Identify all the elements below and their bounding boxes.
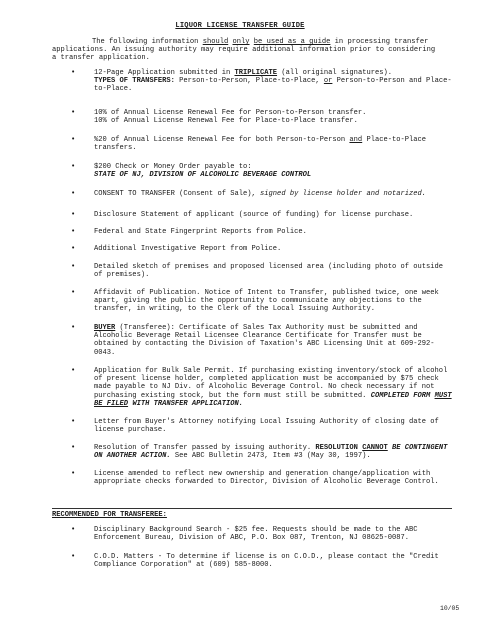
- list-item-text: [94, 69, 454, 94]
- bullet-icon: •: [71, 69, 76, 77]
- bullet-icon: •: [71, 211, 76, 219]
- bullet-icon: •: [71, 324, 76, 332]
- intro-paragraph: [52, 38, 442, 63]
- bullet-icon: •: [71, 367, 76, 375]
- list-item-text: [94, 136, 454, 152]
- document-title: LIQUOR LICENSE TRANSFER GUIDE: [175, 22, 305, 30]
- text: %20 of Annual License Renewal Fee for both Person-to-Person: [94, 136, 350, 144]
- list-item-text: [94, 367, 454, 408]
- text: (all original signatures).: [277, 69, 392, 77]
- bullet-icon: •: [71, 228, 76, 236]
- text-buyer: BUYER: [94, 324, 116, 332]
- intro-should: should: [202, 38, 229, 46]
- text-completed: COMPLETED FORM: [370, 391, 435, 400]
- list-item-text: Disciplinary Background Search - $25 fee. Requests should be made to the ABC Enforcement Bureau, Division of ABC, P.O. Box 087, Trenton, NJ 08625-0087.: [94, 526, 418, 543]
- bullet-icon: •: [71, 444, 76, 452]
- list-item-text: License amended to reflect new ownership and generation change/application with appropriate checks forwarded to Director, Division of Alcoholic Beverage Control.: [94, 470, 439, 487]
- section-heading: RECOMMENDED FOR TRANSFEREE:: [52, 511, 167, 519]
- text: $200 Check or Money Order payable to:: [94, 163, 252, 171]
- bullet-icon: •: [71, 526, 76, 534]
- bullet-icon: •: [71, 263, 76, 271]
- text-or: or: [323, 77, 333, 86]
- bullet-icon: •: [71, 553, 76, 561]
- bullet-icon: •: [71, 245, 76, 253]
- list-item-text: C.O.D. Matters - To determine if license is on C.O.D., please contact the "Credit Compliance Corporation" at (609) 585-8000.: [94, 553, 439, 570]
- text-types: TYPES OF TRANSFERS:: [94, 77, 175, 86]
- bullet-icon: •: [71, 190, 76, 198]
- text: 12-Page Application submitted in: [94, 69, 235, 77]
- text-triplicate: TRIPLICATE: [234, 69, 278, 77]
- list-item-text: [94, 109, 454, 125]
- text: Place-to-Place transfers.: [94, 136, 427, 153]
- bullet-icon: •: [71, 470, 76, 478]
- text-with-transfer: WITH TRANSFER APPLICATION.: [128, 399, 243, 408]
- list-item-text: Detailed sketch of premises and proposed licensed area (including photo of outside of premises).: [94, 263, 444, 280]
- list-item-text: [94, 324, 454, 357]
- text-resolution: RESOLUTION: [315, 444, 363, 452]
- bullet-icon: •: [71, 163, 76, 171]
- text-must-be-filed: MUST BE FILED: [94, 391, 452, 408]
- text-signed: signed by license holder and notarized.: [260, 190, 427, 198]
- list-item-text: [94, 444, 454, 460]
- text-and: and: [349, 136, 363, 144]
- bullet-icon: •: [71, 136, 76, 144]
- text: 10% of Annual License Renewal Fee for Person-to-Person transfer.: [94, 109, 367, 117]
- bullet-icon: •: [71, 289, 76, 297]
- bullet-icon: •: [71, 418, 76, 426]
- text-payee: STATE OF NJ, DIVISION OF ALCOHOLIC BEVERAGE CONTROL: [94, 171, 312, 180]
- intro-text: The following information: [92, 38, 203, 46]
- list-item-text: Disclosure Statement of applicant (source of funding) for license purchase.: [94, 211, 414, 219]
- intro-guide: be used as a guide: [253, 38, 331, 46]
- bullet-icon: •: [71, 109, 76, 117]
- section-divider: [52, 508, 452, 509]
- text: Resolution of Transfer passed by issuing authority.: [94, 444, 316, 452]
- text: CONSENT TO TRANSFER (Consent of Sale),: [94, 190, 261, 198]
- intro-text-end: in processing transfer applications. An issuing authority may require additional information prior to considering a transfer application.: [52, 38, 436, 63]
- list-item-text: Additional Investigative Report from Police.: [94, 245, 282, 253]
- intro-only: only: [232, 38, 250, 46]
- text: Application for Bulk Sale Permit. If purchasing existing inventory/stock of alcohol of present license holder, completed application must be accompanied by $75 check made payable to NJ Div. of Alcoholic Beverage Control. No check necessary if not purchasing existing stock, but the form must still be submitted.: [94, 367, 448, 400]
- footer-date: 10/05: [440, 605, 460, 612]
- list-item-text: Letter from Buyer's Attorney notifying Local Issuing Authority of closing date of license purchase.: [94, 418, 439, 435]
- list-item-text: [94, 163, 454, 179]
- text: See ABC Bulletin 2473, Item #3 (May 30, 1997).: [170, 452, 371, 461]
- text-contingent: BE CONTINGENT ON ANOTHER ACTION.: [94, 444, 448, 461]
- list-item-text: [94, 190, 454, 198]
- text: Person-to-Person, Place-to-Place,: [174, 77, 324, 86]
- text: (Transferee): Certificate of Sales Tax Authority must be submitted and Alcoholic Beverage Retail Licensee Clearance Certificate for Transfer must be obtained by contacting the Division of Taxation's ABC Licensing Unit at 609-292-0043.: [94, 324, 435, 357]
- list-item-text: Affidavit of Publication. Notice of Intent to Transfer, published twice, one week apart, giving the public the opportunity to communicate any objections to the transfer, in writing, to the Clerk of the Local Issuing Authority.: [94, 289, 439, 314]
- text-cannot: CANNOT: [362, 444, 388, 452]
- list-item-text: Federal and State Fingerprint Reports from Police.: [94, 228, 307, 236]
- text: 10% of Annual License Renewal Fee for Place-to-Place transfer.: [94, 117, 358, 126]
- text: Person-to-Person and Place-to-Place.: [94, 77, 452, 94]
